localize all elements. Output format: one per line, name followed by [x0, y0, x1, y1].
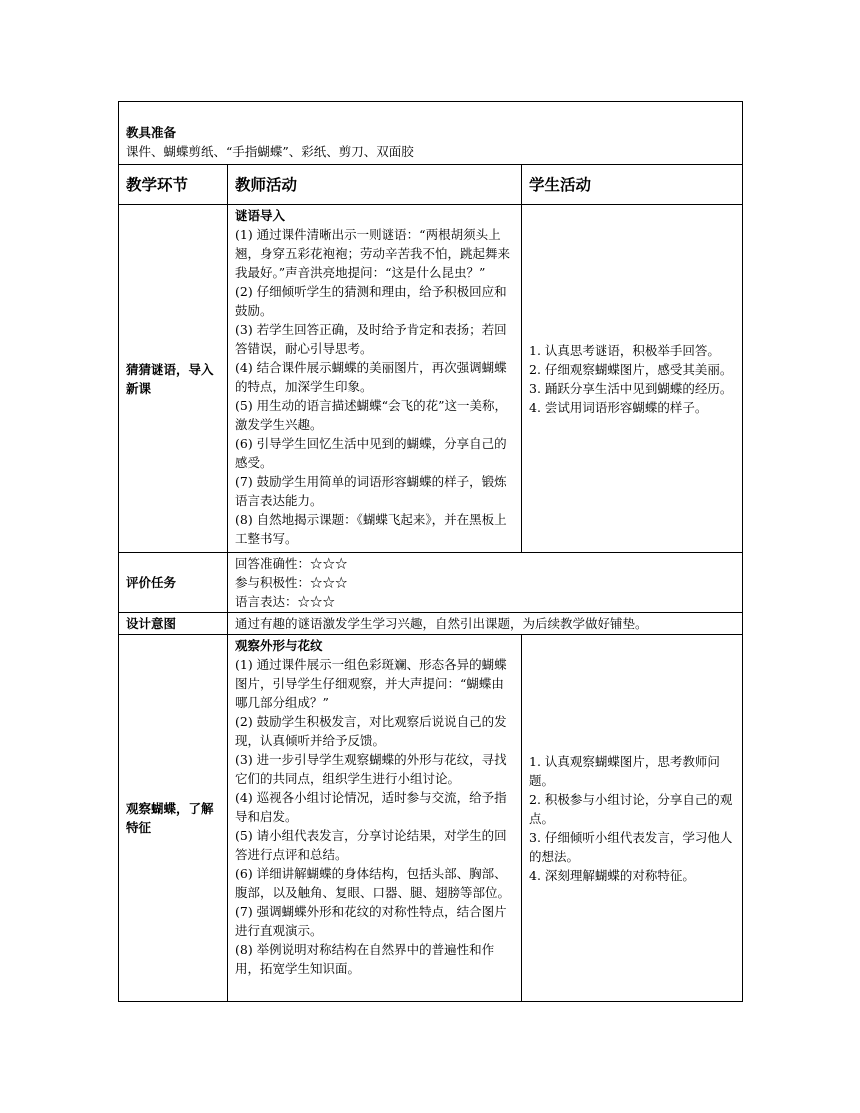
- evaluation-label: 评价任务: [119, 553, 228, 613]
- teacher-step: (5) 用生动的语言描述蝴蝶“会飞的花”这一美称，激发学生兴趣。: [235, 398, 507, 432]
- student-step: 4. 尝试用词语形容蝴蝶的样子。: [529, 399, 708, 415]
- teacher-step: (3) 若学生回答正确，及时给予肯定和表扬；若回答错误，耐心引导思考。: [235, 322, 507, 356]
- student-steps-1: [529, 341, 735, 417]
- teacher-step: (4) 巡视各小组讨论情况，适时参与交流，给予指导和启发。: [235, 790, 507, 824]
- teacher-step: (8) 自然地揭示课题：《蝴蝶飞起来》，并在黑板上工整书写。: [235, 512, 507, 546]
- teacher-step: (7) 鼓励学生用简单的词语形容蝴蝶的样子，锻炼语言表达能力。: [235, 474, 507, 508]
- intent-text: 通过有趣的谜语激发学生学习兴趣，自然引出课题，为后续教学做好铺垫。: [228, 613, 743, 635]
- evaluation-items: [228, 553, 743, 613]
- student-step: 1. 认真思考谜语，积极举手回答。: [529, 342, 720, 358]
- teacher-step: (5) 请小组代表发言，分享讨论结果，对学生的回答进行点评和总结。: [235, 828, 507, 862]
- section-row-1: [119, 205, 743, 553]
- teacher-step: (2) 仔细倾听学生的猜测和理由，给予积极回应和鼓励。: [235, 284, 507, 318]
- student-step: 2. 积极参与小组讨论，分享自己的观点。: [529, 791, 733, 826]
- activity-title-2: 观察外形与花纹: [235, 638, 323, 653]
- header-teacher: 教师活动: [228, 165, 522, 205]
- teacher-step: (8) 举例说明对称结构在自然界中的普遍性和作用，拓宽学生知识面。: [235, 942, 495, 976]
- teacher-step: (1) 通过课件展示一组色彩斑斓、形态各异的蝴蝶图片，引导学生仔细观察，并大声提问：“蝴蝶由哪几部分组成？”: [235, 657, 507, 710]
- student-step: 2. 仔细观察蝴蝶图片，感受其美丽。: [529, 361, 733, 377]
- evaluation-item: 回答准确性：☆☆☆: [235, 556, 348, 571]
- header-stage: 教学环节: [119, 165, 228, 205]
- teacher-step: (6) 引导学生回忆生活中见到的蝴蝶，分享自己的感受。: [235, 436, 507, 470]
- evaluation-item: 参与积极性：☆☆☆: [235, 575, 348, 590]
- student-activity-2: [522, 635, 743, 1002]
- teacher-step: (4) 结合课件展示蝴蝶的美丽图片，再次强调蝴蝶的特点，加深学生印象。: [235, 360, 507, 394]
- teacher-step: (3) 进一步引导学生观察蝴蝶的外形与花纹，寻找它们的共同点，组织学生进行小组讨论。: [235, 752, 507, 786]
- teacher-step: (2) 鼓励学生积极发言，对比观察后说说自己的发现，认真倾听并给予反馈。: [235, 714, 507, 748]
- prep-row: [119, 102, 743, 165]
- student-step: 3. 踊跃分享生活中见到蝴蝶的经历。: [529, 380, 733, 396]
- teacher-step: (6) 详细讲解蝴蝶的身体结构，包括头部、胸部、腹部，以及触角、复眼、口器、腿、翅膀等部位。: [235, 866, 511, 900]
- stage-label-1: 猜猜谜语，导入新课: [119, 205, 228, 553]
- stage-label-2: 观察蝴蝶，了解特征: [119, 635, 228, 1002]
- lesson-plan-table: [118, 101, 743, 1002]
- teacher-activity-1: [228, 205, 522, 553]
- student-step: 1. 认真观察蝴蝶图片，思考教师问题。: [529, 753, 720, 788]
- prep-content: 课件、蝴蝶剪纸、“手指蝴蝶”、彩纸、剪刀、双面胶: [126, 144, 414, 159]
- intent-row: [119, 613, 743, 635]
- activity-title-1: 谜语导入: [235, 208, 286, 223]
- teacher-steps-1: [235, 225, 514, 548]
- evaluation-row: [119, 553, 743, 613]
- header-student: 学生活动: [522, 165, 743, 205]
- intent-label: 设计意图: [119, 613, 228, 635]
- section-row-2: [119, 635, 743, 1002]
- prep-cell: [119, 102, 743, 165]
- student-step: 3. 仔细倾听小组代表发言，学习他人的想法。: [529, 829, 733, 864]
- evaluation-item: 语言表达：☆☆☆: [235, 594, 336, 609]
- teacher-activity-2: [228, 635, 522, 1002]
- header-row: [119, 165, 743, 205]
- teacher-steps-2: [235, 655, 514, 978]
- teacher-step: (1) 通过课件清晰出示一则谜语：“两根胡须头上翘，身穿五彩花袍袍；劳动辛苦我不怕，跳起舞来我最好。”声音洪亮地提问：“这是什么昆虫？”: [235, 227, 511, 280]
- student-steps-2: [529, 752, 735, 885]
- student-activity-1: [522, 205, 743, 553]
- student-step: 4. 深刻理解蝴蝶的对称特征。: [529, 867, 695, 883]
- prep-title: 教具准备: [126, 125, 177, 140]
- teacher-step: (7) 强调蝴蝶外形和花纹的对称性特点，结合图片进行直观演示。: [235, 904, 507, 938]
